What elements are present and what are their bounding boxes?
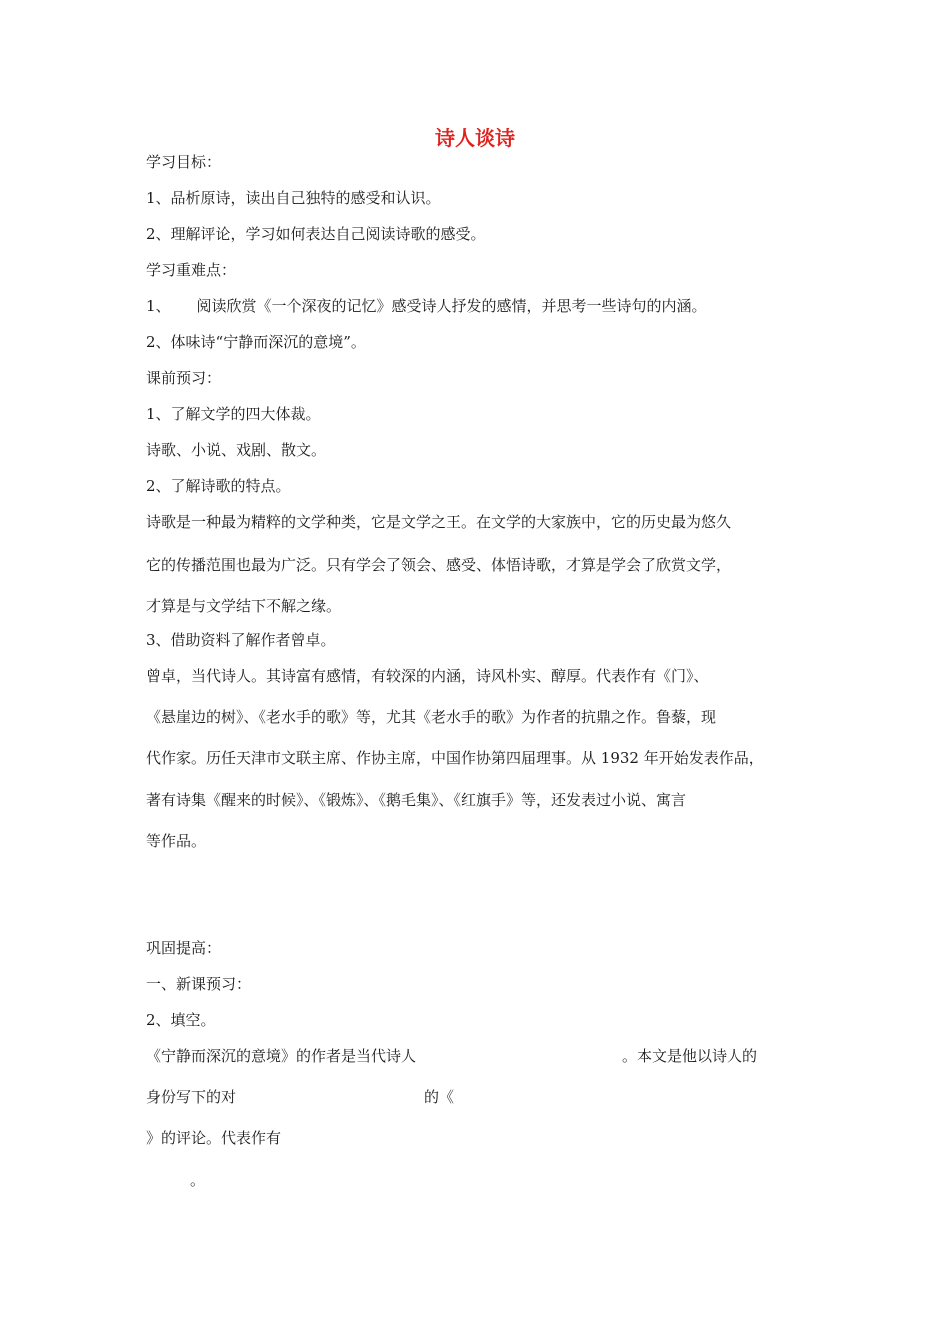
fill-blank-line-2-end: 的《 [424, 1088, 455, 1106]
fill-blank-line-1-start: 《宁静而深沉的意境》的作者是当代诗人 [146, 1047, 417, 1065]
fill-blank-line-1-end: 。本文是他以诗人的 [622, 1047, 758, 1065]
preview-poetry-question: 2、了解诗歌的特点。 [146, 477, 291, 495]
poetry-paragraph-line-3: 才算是与文学结下不解之缘。 [146, 597, 342, 615]
consolidate-heading: 巩固提高： [146, 939, 222, 957]
author-paragraph-line-3: 代作家。历任天津市文联主席、作协主席，中国作协第四届理事。从 1932 年开始发表作品， [146, 749, 764, 767]
fill-blank-line-2 [146, 1087, 454, 1107]
author-paragraph-line-5: 等作品。 [146, 832, 207, 850]
author-paragraph-line-4: 著有诗集《醒来的时候》、《锻炼》、《鹅毛集》、《红旗手》等，还发表过小说、寓言 [146, 791, 687, 809]
poetry-paragraph-line-2: 它的传播范围也最为广泛。只有学会了领会、感受、体悟诗歌，才算是学会了欣赏文学， [146, 556, 732, 574]
author-paragraph-line-2: 《悬崖边的树》、《老水手的歌》等，尤其《老水手的歌》为作者的抗鼎之作。鲁藜，现 [146, 708, 717, 726]
preview-author-question: 3、借助资料了解作者曾卓。 [146, 631, 336, 649]
objective-item-1: 1、品析原诗，读出自己独特的感受和认识。 [146, 189, 441, 207]
key-points-heading: 学习重难点： [146, 261, 237, 279]
objectives-heading: 学习目标： [146, 153, 222, 171]
key-point-item-1-text: 阅读欣赏《一个深夜的记忆》感受诗人抒发的感情，并思考一些诗句的内涵。 [196, 297, 707, 315]
preview-genres-question: 1、了解文学的四大体裁。 [146, 405, 321, 423]
preview-heading: 课前预习： [146, 369, 222, 387]
author-paragraph-line-1: 曾卓，当代诗人。其诗富有感情，有较深的内涵，诗风朴实、醇厚。代表作有《门》、 [146, 667, 709, 685]
document-title: 诗人谈诗 [435, 126, 515, 150]
fill-blank-line-4: 。 [190, 1171, 206, 1189]
fill-blank-line-1 [146, 1046, 757, 1066]
fill-blank-line-3: 》的评论。代表作有 [146, 1129, 282, 1147]
objective-item-2: 2、理解评论，学习如何表达自己阅读诗歌的感受。 [146, 225, 486, 243]
preview-genres-answer: 诗歌、小说、戏剧、散文。 [146, 441, 327, 459]
poetry-paragraph-line-1: 诗歌是一种最为精粹的文学种类，它是文学之王。在文学的大家族中，它的历史最为悠久 [146, 513, 732, 531]
new-lesson-preview-heading: 一、新课预习： [146, 975, 252, 993]
key-point-item-1 [146, 296, 707, 316]
fill-blank-heading: 2、填空。 [146, 1011, 216, 1029]
key-point-item-2: 2、体味诗“宁静而深沉的意境”。 [146, 333, 366, 351]
fill-blank-line-2-start: 身份写下的对 [146, 1088, 237, 1106]
key-point-item-1-number: 1、 [146, 297, 171, 315]
